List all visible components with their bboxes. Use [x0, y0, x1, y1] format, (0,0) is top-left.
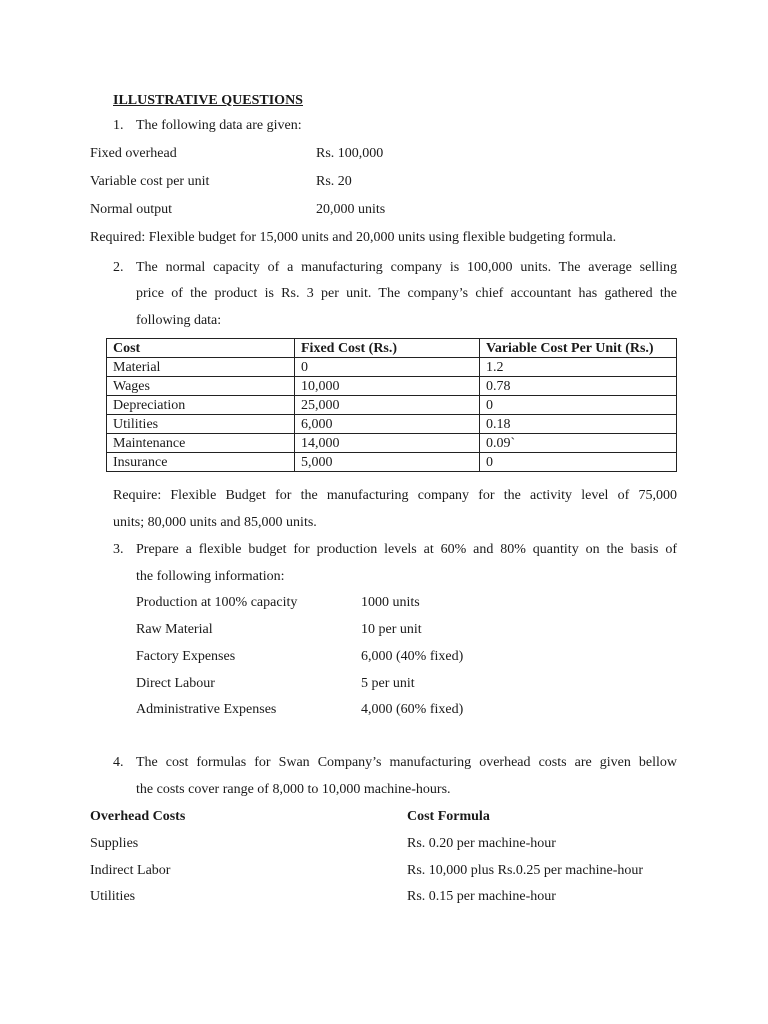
q2-number: 2. [113, 260, 124, 275]
table-cell: 25,000 [295, 396, 480, 415]
table-cell: Wages [107, 377, 295, 396]
q4-item-label: Supplies [90, 836, 139, 851]
q2-line: price of the product is Rs. 3 per unit. The company’s chief accountant has gathered the [136, 286, 677, 301]
q4-item-value: Rs. 10,000 plus Rs.0.25 per machine-hour [407, 863, 644, 878]
q3-item-value: 1000 units [361, 595, 420, 610]
q2-line: following data: [136, 313, 222, 328]
q3-line: the following information: [136, 569, 285, 584]
page-heading: ILLUSTRATIVE QUESTIONS [113, 93, 303, 108]
q4-col-header: Overhead Costs [90, 809, 186, 824]
q1-item-label: Variable cost per unit [90, 174, 210, 189]
table-cell: 5,000 [295, 453, 480, 472]
table-cell: 0 [480, 396, 677, 415]
q3-item-value: 10 per unit [361, 622, 422, 637]
q1-number: 1. [113, 118, 124, 133]
q3-number: 3. [113, 542, 124, 557]
q4-line: The cost formulas for Swan Company’s manufacturing overhead costs are given bellow [136, 755, 677, 770]
q1-item-label: Normal output [90, 202, 173, 217]
cost-table [106, 338, 677, 472]
q4-number: 4. [113, 755, 124, 770]
table-cell: 1.2 [480, 358, 677, 377]
q1-item-label: Fixed overhead [90, 146, 177, 161]
q3-item-value: 4,000 (60% fixed) [361, 702, 464, 717]
table-header-cell: Fixed Cost (Rs.) [295, 339, 480, 358]
q1-item-value: Rs. 100,000 [316, 146, 384, 161]
q1-intro: The following data are given: [136, 118, 302, 133]
table-row [107, 396, 677, 415]
q3-line: Prepare a flexible budget for production levels at 60% and 80% quantity on the basis of [136, 542, 677, 557]
table-header-cell: Variable Cost Per Unit (Rs.) [480, 339, 677, 358]
q4-item-value: Rs. 0.20 per machine-hour [407, 836, 556, 851]
q3-item-label: Raw Material [136, 622, 213, 637]
q4-item-value: Rs. 0.15 per machine-hour [407, 889, 556, 904]
q3-item-label: Direct Labour [136, 676, 215, 691]
q3-item-label: Production at 100% capacity [136, 595, 298, 610]
q3-item-label: Administrative Expenses [136, 702, 277, 717]
q4-col-header: Cost Formula [407, 809, 490, 824]
q3-item-value: 6,000 (40% fixed) [361, 649, 464, 664]
table-cell: 0.09` [480, 434, 677, 453]
q4-item-label: Utilities [90, 889, 136, 904]
table-cell: 0 [480, 453, 677, 472]
table-cell: 14,000 [295, 434, 480, 453]
table-header-cell: Cost [107, 339, 295, 358]
q4-item-label: Indirect Labor [90, 863, 171, 878]
table-cell: Insurance [107, 453, 295, 472]
table-row [107, 377, 677, 396]
table-cell: 10,000 [295, 377, 480, 396]
table-cell: Material [107, 358, 295, 377]
table-row [107, 453, 677, 472]
table-cell: Depreciation [107, 396, 295, 415]
q2-line: The normal capacity of a manufacturing company is 100,000 units. The average selling [136, 260, 677, 275]
q2-require-line: Require: Flexible Budget for the manufacturing company for the activity level of 75,000 [113, 488, 677, 503]
table-cell: 0.18 [480, 415, 677, 434]
table-cell: 0.78 [480, 377, 677, 396]
table-row [107, 415, 677, 434]
q1-item-value: Rs. 20 [316, 174, 352, 189]
q4-line: the costs cover range of 8,000 to 10,000 machine-hours. [136, 782, 451, 797]
q3-item-value: 5 per unit [361, 676, 415, 691]
table-cell: 6,000 [295, 415, 480, 434]
q2-require-line: units; 80,000 units and 85,000 units. [113, 515, 317, 530]
table-row [107, 434, 677, 453]
table-row [107, 358, 677, 377]
table-cell: 0 [295, 358, 480, 377]
table-cell: Utilities [107, 415, 295, 434]
q3-item-label: Factory Expenses [136, 649, 236, 664]
q1-required: Required: Flexible budget for 15,000 units and 20,000 units using flexible budgeting formula. [90, 230, 617, 245]
q1-item-value: 20,000 units [316, 202, 386, 217]
table-cell: Maintenance [107, 434, 295, 453]
table-header-row [107, 339, 677, 358]
